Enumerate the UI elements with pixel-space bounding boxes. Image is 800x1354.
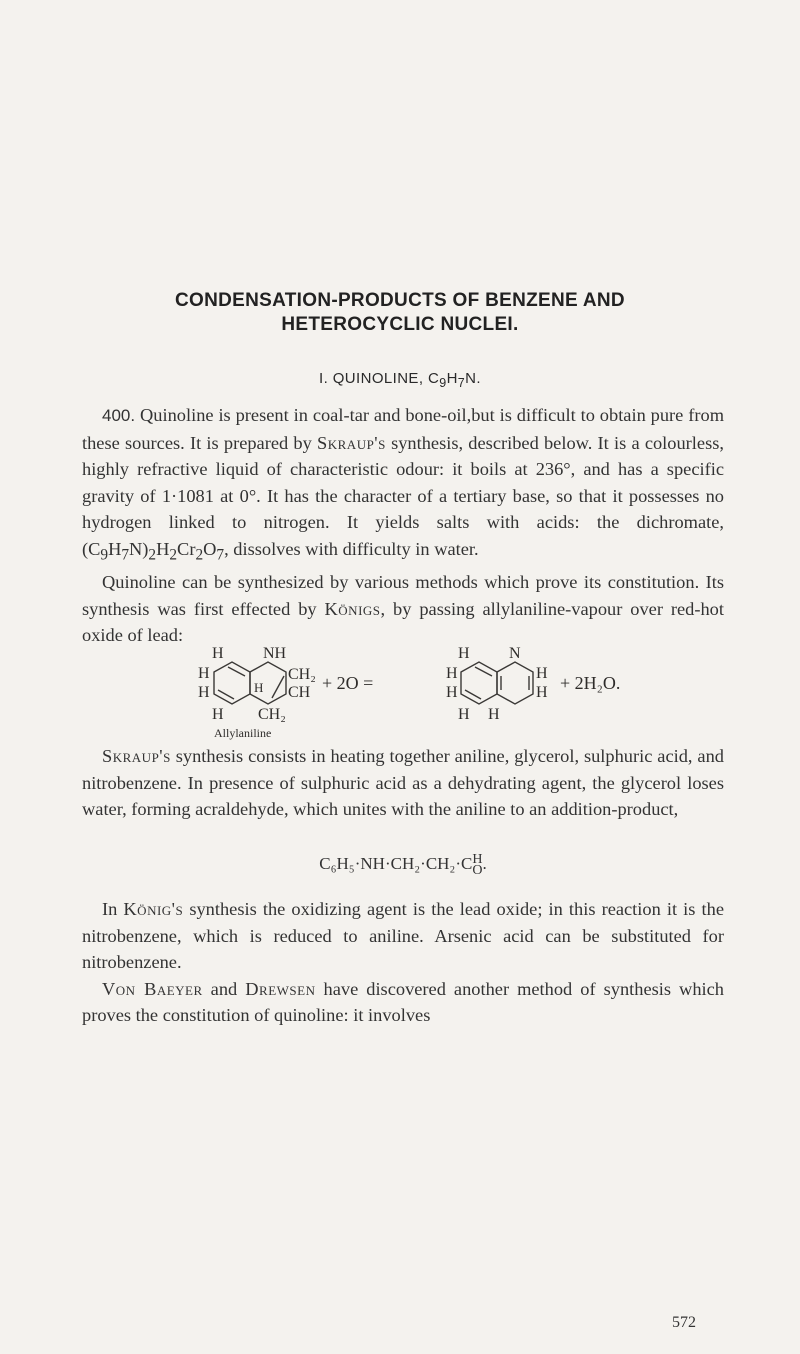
text: Quinoline can be synthesized by various methods which prove its constitution. Its synthesis was first effected by — [82, 572, 724, 619]
ring-double-bond — [272, 676, 284, 698]
chapter-heading-line2: HETEROCYCLIC NUCLEI. — [281, 314, 519, 335]
quin-right-h2: H — [536, 684, 548, 701]
quin-top-h: H — [458, 645, 470, 662]
section-title-suffix: N. — [465, 370, 481, 387]
section-title-sub1: 9 — [439, 376, 447, 390]
sub: 2 — [195, 546, 204, 564]
paragraph-skraup — [82, 743, 724, 823]
text: O — [203, 538, 217, 559]
sub: 7 — [216, 546, 225, 564]
quinoline-structure — [461, 662, 533, 704]
allyl-bottom-h: H — [212, 706, 224, 723]
text: . — [482, 854, 487, 873]
allyl-left-h1: H — [198, 665, 210, 682]
aldehyde-group — [472, 852, 483, 879]
quin-right-h1: H — [536, 665, 548, 682]
allyl-left-h2: H — [198, 684, 210, 701]
quinoline-pyridine-ring — [497, 662, 533, 704]
text: synthesis the oxidizing agent is the lead oxide; in this reaction it is the nitrobenzene, which is reduced to aniline. Arsenic acid can be substituted for nitrobenzene. — [82, 899, 724, 973]
equation-plus-2o: + 2O = — [322, 673, 374, 693]
text: O — [472, 863, 483, 879]
text: H — [108, 538, 122, 559]
sub: 7 — [121, 546, 130, 564]
paragraph-baeyer — [82, 976, 724, 1029]
allyl-ch2-top: CH₂ — [288, 666, 316, 683]
chapter-heading-line1: CONDENSATION-PRODUCTS OF BENZENE AND — [175, 290, 625, 311]
text: C₆H₅·NH·CH₂·CH₂·C — [319, 854, 473, 873]
text: In — [102, 899, 124, 919]
quin-left-h2: H — [446, 684, 458, 701]
paragraph-konig-synthesis — [82, 896, 724, 1029]
quin-bottom-h2: H — [488, 706, 500, 723]
author-name-konigs: Königs — [324, 598, 381, 619]
text: have discovered another method of synthesis which proves the constitution of quinoline: it involves — [82, 978, 724, 1026]
text: Cr — [177, 538, 196, 559]
author-name-baeyer: Von Baeyer — [102, 978, 203, 999]
text: synthesis consists in heating together aniline, glycerol, sulphuric acid, and nitrobenzene. In presence of sulphuric acid as a dehydrating agent, the glycerol loses water, forming acraldehyde, which unites with the aniline to an addition-product, — [82, 746, 724, 820]
allyl-ring-h: H — [254, 680, 264, 695]
section-title-prefix: I. QUINOLINE, C — [319, 370, 440, 387]
addition-product-formula — [82, 852, 724, 879]
text: , dissolves with difficulty in water. — [224, 538, 479, 559]
quin-left-h1: H — [446, 665, 458, 682]
allyl-top-h: H — [212, 645, 224, 662]
page-number: 572 — [672, 1314, 696, 1331]
author-name-drewsen: Drewsen — [245, 978, 316, 999]
text: H — [472, 852, 483, 868]
allylaniline-structure — [214, 662, 286, 704]
sub: 9 — [100, 546, 109, 564]
sub: 2 — [169, 546, 178, 564]
quin-n: N — [509, 645, 521, 662]
author-name-konig: König's — [123, 899, 184, 919]
allyl-ch2-bottom: CH₂ — [258, 706, 286, 723]
author-name-skraup-2: Skraup's — [102, 746, 171, 766]
author-name-skraup: Skraup's — [317, 432, 386, 453]
allylaniline-caption: Allylaniline — [214, 726, 272, 740]
section-title-mid: H — [446, 370, 458, 387]
para1-text-1: Quinoline is present in coal-tar and bone-oil,but is difficult to obtain pure from these sources. It is prepared by — [82, 405, 724, 453]
para1-text-2: synthesis, described below. It is a colourless, highly refractive liquid of characteristic odour: it boils at 236°, and has a specific gravity of 1·1081 at 0°. It has the character of a tertiary base, so that it possesses no hydrogen linked to nitrogen. It yields salts with acids: the dichromate, (C — [82, 432, 724, 559]
allyl-ch: CH — [288, 684, 311, 701]
allyl-nh: NH — [263, 645, 287, 662]
equation-plus-water: + 2H₂O. — [560, 673, 621, 693]
text: , by passing allylaniline-vapour over red-hot oxide of lead: — [82, 598, 724, 646]
section-title-sub2: 7 — [457, 376, 466, 390]
text: and — [202, 978, 246, 999]
quin-bottom-h1: H — [458, 706, 470, 723]
sub: 2 — [148, 546, 157, 564]
paragraph-number: 400. — [102, 406, 136, 425]
text: N) — [129, 538, 149, 559]
text: H — [156, 538, 170, 559]
